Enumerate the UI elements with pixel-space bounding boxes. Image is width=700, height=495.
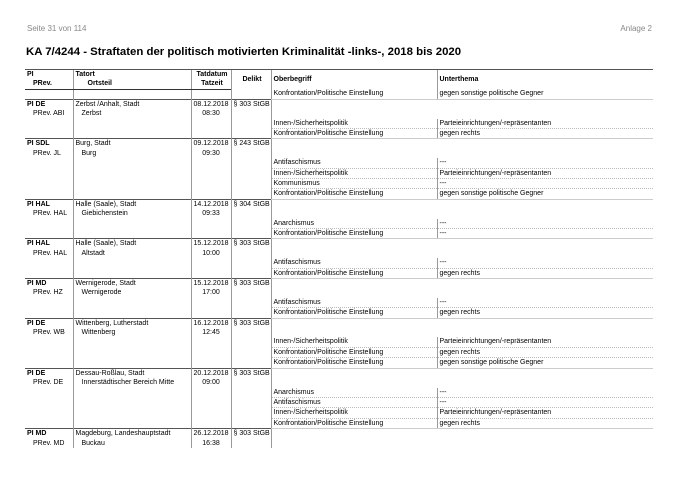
unterthema-cell: --- (437, 219, 653, 229)
unterthema-cell: gegen rechts (437, 128, 653, 138)
topic-row (25, 408, 653, 418)
empty-cell (191, 229, 231, 239)
page-number: Seite 31 von 114 (27, 24, 87, 33)
unterthema-cell: gegen sonstige politische Gegner (437, 189, 653, 199)
empty-cell (25, 219, 73, 229)
tatort-cell: Halle (Saale), Stadt (73, 199, 191, 209)
unterthema-cell: --- (437, 298, 653, 308)
empty-cell (231, 298, 271, 308)
topic-row (25, 347, 653, 357)
empty-cell (231, 219, 271, 229)
empty-cell (271, 239, 437, 249)
empty-cell (191, 347, 231, 357)
unterthema-cell: --- (437, 178, 653, 188)
empty-cell (25, 158, 73, 168)
empty-cell (231, 288, 271, 297)
empty-cell (231, 89, 271, 99)
empty-cell (25, 397, 73, 407)
tatort-cell: Wernigerode, Stadt (73, 279, 191, 289)
empty-cell (25, 308, 73, 318)
empty-cell (231, 308, 271, 318)
header-oberbegriff: Oberbegriff (271, 70, 437, 90)
pi-cell: PI DE (25, 318, 73, 328)
topic-row (25, 388, 653, 398)
empty-cell (437, 378, 653, 387)
case-row (25, 318, 653, 328)
empty-cell (25, 119, 73, 129)
header-unterthema: Unterthema (437, 70, 653, 90)
empty-cell (231, 268, 271, 278)
empty-cell (231, 109, 271, 118)
delikt-cell: § 303 StGB (231, 368, 271, 378)
topic-row (25, 298, 653, 308)
header-tatzeit: Tatzeit (191, 79, 231, 89)
topic-row (25, 258, 653, 268)
empty-cell (73, 388, 191, 398)
tatort-cell: Halle (Saale), Stadt (73, 239, 191, 249)
header-delikt: Delikt (231, 70, 271, 90)
delikt-cell: § 243 StGB (231, 139, 271, 149)
topic-row (25, 168, 653, 178)
empty-cell (191, 397, 231, 407)
topic-row (25, 268, 653, 278)
ortsteil-cell: Wernigerode (73, 288, 191, 297)
empty-cell (437, 149, 653, 158)
empty-cell (191, 408, 231, 418)
oberbegriff-cell: Anarchismus (271, 219, 437, 229)
empty-cell (191, 388, 231, 398)
unterthema-cell: --- (437, 229, 653, 239)
empty-cell (25, 168, 73, 178)
empty-cell (437, 249, 653, 258)
empty-cell (437, 328, 653, 337)
oberbegriff-cell: Konfrontation/Politische Einstellung (271, 308, 437, 318)
unterthema-cell: Parteieinrichtungen/-repräsentanten (437, 408, 653, 418)
header-tatort: Tatort (73, 70, 191, 80)
carry-row (25, 89, 653, 99)
empty-cell (191, 128, 231, 138)
empty-cell (73, 158, 191, 168)
empty-cell (271, 279, 437, 289)
tatzeit-cell: 10:00 (191, 249, 231, 258)
empty-cell (231, 229, 271, 239)
empty-cell (271, 249, 437, 258)
topic-row (25, 308, 653, 318)
empty-cell (191, 158, 231, 168)
tatdatum-cell: 14.12.2018 (191, 199, 231, 209)
empty-cell (437, 279, 653, 289)
ortsteil-cell: Burg (73, 149, 191, 158)
empty-cell (271, 99, 437, 109)
pi-cell: PI MD (25, 279, 73, 289)
pi-cell: PI HAL (25, 239, 73, 249)
pi-cell: PI HAL (25, 199, 73, 209)
prev-cell: PRev. ABI (33, 110, 65, 118)
empty-cell (25, 358, 73, 368)
empty-cell (231, 209, 271, 218)
prev-cell: PRev. JL (33, 149, 61, 157)
empty-cell (25, 258, 73, 268)
empty-cell (231, 378, 271, 387)
tatort-cell: Dessau-Roßlau, Stadt (73, 368, 191, 378)
annex-label: Anlage 2 (620, 24, 652, 33)
ortsteil-cell: Altstadt (73, 249, 191, 258)
empty-cell (73, 128, 191, 138)
oberbegriff-cell: Konfrontation/Politische Einstellung (271, 189, 437, 199)
empty-cell (191, 89, 231, 99)
empty-cell (271, 318, 437, 328)
empty-cell (191, 308, 231, 318)
tatort-cell: Wittenberg, Lutherstadt (73, 318, 191, 328)
unterthema-cell: --- (437, 397, 653, 407)
case-row (25, 209, 653, 218)
unterthema-cell: Parteieinrichtungen/-repräsentanten (437, 337, 653, 347)
header-prev: PRev. (25, 79, 73, 89)
oberbegriff-cell: Konfrontation/Politische Einstellung (271, 358, 437, 368)
empty-cell (191, 337, 231, 347)
offense-table (25, 69, 653, 448)
empty-cell (437, 139, 653, 149)
tatort-cell: Zerbst /Anhalt, Stadt (73, 99, 191, 109)
empty-cell (231, 158, 271, 168)
empty-cell (231, 328, 271, 337)
empty-cell (25, 418, 73, 428)
pi-cell: PI DE (25, 99, 73, 109)
tatzeit-cell: 17:00 (191, 288, 231, 297)
case-row (25, 139, 653, 149)
empty-cell (271, 139, 437, 149)
unterthema-cell: Parteieinrichtungen/-repräsentanten (437, 168, 653, 178)
oberbegriff-cell: Antifaschismus (271, 158, 437, 168)
prev-cell: PRev. WB (33, 329, 65, 337)
table-body (25, 89, 653, 448)
empty-cell (25, 388, 73, 398)
empty-cell (25, 189, 73, 199)
empty-cell (271, 368, 437, 378)
empty-cell (437, 439, 653, 448)
case-row (25, 429, 653, 439)
empty-cell (73, 347, 191, 357)
empty-cell (191, 178, 231, 188)
case-row (25, 439, 653, 448)
tatort-cell: Magdeburg, Landeshauptstadt (73, 429, 191, 439)
tatzeit-cell: 09:33 (191, 209, 231, 218)
empty-cell (73, 258, 191, 268)
oberbegriff-cell: Antifaschismus (271, 258, 437, 268)
topic-row (25, 119, 653, 129)
empty-cell (437, 318, 653, 328)
empty-cell (73, 229, 191, 239)
empty-cell (437, 99, 653, 109)
oberbegriff-cell: Innen-/Sicherheitspolitik (271, 337, 437, 347)
empty-cell (191, 168, 231, 178)
document-title: KA 7/4244 - Straftaten der politisch motivierten Kriminalität -links-, 2018 bis 2020 (26, 46, 462, 58)
tatzeit-cell: 12:45 (191, 328, 231, 337)
empty-cell (73, 119, 191, 129)
empty-cell (73, 268, 191, 278)
oberbegriff-cell: Kommunismus (271, 178, 437, 188)
topic-row (25, 418, 653, 428)
empty-cell (73, 219, 191, 229)
ortsteil-cell: Zerbst (73, 109, 191, 118)
empty-cell (191, 268, 231, 278)
pi-cell: PI SDL (25, 139, 73, 149)
empty-cell (25, 178, 73, 188)
empty-cell (231, 128, 271, 138)
empty-cell (271, 429, 437, 439)
tatdatum-cell: 09.12.2018 (191, 139, 231, 149)
ortsteil-cell: Buckau (73, 439, 191, 448)
tatzeit-cell: 16:38 (191, 439, 231, 448)
case-row (25, 368, 653, 378)
empty-cell (25, 408, 73, 418)
unterthema-cell: gegen rechts (437, 308, 653, 318)
empty-cell (271, 199, 437, 209)
topic-row (25, 229, 653, 239)
topic-row (25, 397, 653, 407)
unterthema-cell: --- (437, 258, 653, 268)
empty-cell (231, 258, 271, 268)
oberbegriff-cell: Konfrontation/Politische Einstellung (271, 347, 437, 357)
prev-cell: PRev. HZ (33, 289, 63, 297)
delikt-cell: § 303 StGB (231, 318, 271, 328)
topic-row (25, 178, 653, 188)
prev-cell: PRev. MD (33, 439, 65, 447)
pi-cell: PI MD (25, 429, 73, 439)
delikt-cell: § 303 StGB (231, 99, 271, 109)
tatzeit-cell: 09:30 (191, 149, 231, 158)
empty-cell (231, 358, 271, 368)
header-pi: PI (25, 70, 73, 80)
topic-row (25, 128, 653, 138)
empty-cell (73, 298, 191, 308)
oberbegriff-cell: Antifaschismus (271, 298, 437, 308)
empty-cell (231, 189, 271, 199)
empty-cell (271, 328, 437, 337)
tatdatum-cell: 16.12.2018 (191, 318, 231, 328)
empty-cell (437, 288, 653, 297)
tatdatum-cell: 26.12.2018 (191, 429, 231, 439)
empty-cell (191, 119, 231, 129)
empty-cell (191, 258, 231, 268)
empty-cell (73, 308, 191, 318)
oberbegriff-cell: Antifaschismus (271, 397, 437, 407)
empty-cell (25, 229, 73, 239)
case-row (25, 239, 653, 249)
empty-cell (231, 337, 271, 347)
oberbegriff-cell: Innen-/Sicherheitspolitik (271, 408, 437, 418)
empty-cell (25, 268, 73, 278)
empty-cell (231, 149, 271, 158)
case-row (25, 279, 653, 289)
unterthema-cell: --- (437, 158, 653, 168)
empty-cell (271, 288, 437, 297)
empty-cell (271, 209, 437, 218)
empty-cell (191, 418, 231, 428)
empty-cell (437, 368, 653, 378)
empty-cell (25, 298, 73, 308)
empty-cell (25, 89, 73, 99)
oberbegriff-cell: Konfrontation/Politische Einstellung (271, 268, 437, 278)
empty-cell (73, 358, 191, 368)
tatzeit-cell: 08:30 (191, 109, 231, 118)
empty-cell (437, 109, 653, 118)
empty-cell (25, 128, 73, 138)
oberbegriff-cell: Konfrontation/Politische Einstellung (271, 89, 437, 99)
ortsteil-cell: Wittenberg (73, 328, 191, 337)
topic-row (25, 219, 653, 229)
empty-cell (231, 388, 271, 398)
empty-cell (73, 189, 191, 199)
unterthema-cell: gegen rechts (437, 418, 653, 428)
empty-cell (231, 119, 271, 129)
tatort-cell: Burg, Stadt (73, 139, 191, 149)
case-row (25, 249, 653, 258)
delikt-cell: § 303 StGB (231, 239, 271, 249)
empty-cell (437, 239, 653, 249)
case-row (25, 288, 653, 297)
oberbegriff-cell: Konfrontation/Politische Einstellung (271, 128, 437, 138)
unterthema-cell: gegen sonstige politische Gegner (437, 89, 653, 99)
empty-cell (191, 189, 231, 199)
empty-cell (231, 397, 271, 407)
case-row (25, 109, 653, 118)
empty-cell (437, 199, 653, 209)
empty-cell (437, 429, 653, 439)
header-ortsteil: Ortsteil (73, 79, 191, 89)
unterthema-cell: gegen rechts (437, 347, 653, 357)
case-row (25, 328, 653, 337)
empty-cell (73, 408, 191, 418)
empty-cell (271, 109, 437, 118)
delikt-cell: § 304 StGB (231, 199, 271, 209)
unterthema-cell: --- (437, 388, 653, 398)
empty-cell (231, 249, 271, 258)
tatdatum-cell: 20.12.2018 (191, 368, 231, 378)
empty-cell (271, 439, 437, 448)
tatdatum-cell: 15.12.2018 (191, 279, 231, 289)
empty-cell (191, 358, 231, 368)
empty-cell (191, 219, 231, 229)
empty-cell (231, 178, 271, 188)
tatzeit-cell: 09:00 (191, 378, 231, 387)
empty-cell (231, 347, 271, 357)
empty-cell (25, 337, 73, 347)
case-row (25, 149, 653, 158)
topic-row (25, 189, 653, 199)
unterthema-cell: gegen sonstige politische Gegner (437, 358, 653, 368)
empty-cell (73, 337, 191, 347)
case-row (25, 199, 653, 209)
oberbegriff-cell: Innen-/Sicherheitspolitik (271, 168, 437, 178)
pi-cell: PI DE (25, 368, 73, 378)
prev-cell: PRev. DE (33, 379, 64, 387)
case-row (25, 99, 653, 109)
empty-cell (73, 178, 191, 188)
oberbegriff-cell: Innen-/Sicherheitspolitik (271, 119, 437, 129)
empty-cell (231, 439, 271, 448)
unterthema-cell: Parteieinrichtungen/-repräsentanten (437, 119, 653, 129)
empty-cell (73, 418, 191, 428)
tatdatum-cell: 08.12.2018 (191, 99, 231, 109)
oberbegriff-cell: Anarchismus (271, 388, 437, 398)
oberbegriff-cell: Konfrontation/Politische Einstellung (271, 229, 437, 239)
empty-cell (191, 298, 231, 308)
empty-cell (73, 89, 191, 99)
empty-cell (73, 168, 191, 178)
empty-cell (231, 408, 271, 418)
empty-cell (271, 378, 437, 387)
empty-cell (231, 418, 271, 428)
topic-row (25, 158, 653, 168)
topic-row (25, 358, 653, 368)
empty-cell (437, 209, 653, 218)
prev-cell: PRev. HAL (33, 210, 68, 218)
oberbegriff-cell: Konfrontation/Politische Einstellung (271, 418, 437, 428)
empty-cell (271, 149, 437, 158)
ortsteil-cell: Innerstädtischer Bereich Mitte (73, 378, 191, 387)
delikt-cell: § 303 StGB (231, 279, 271, 289)
empty-cell (73, 397, 191, 407)
header-tatdatum: Tatdatum (191, 70, 231, 80)
case-row (25, 378, 653, 387)
tatdatum-cell: 15.12.2018 (191, 239, 231, 249)
topic-row (25, 337, 653, 347)
ortsteil-cell: Giebichenstein (73, 209, 191, 218)
unterthema-cell: gegen rechts (437, 268, 653, 278)
delikt-cell: § 303 StGB (231, 429, 271, 439)
prev-cell: PRev. HAL (33, 249, 68, 257)
empty-cell (25, 347, 73, 357)
empty-cell (231, 168, 271, 178)
